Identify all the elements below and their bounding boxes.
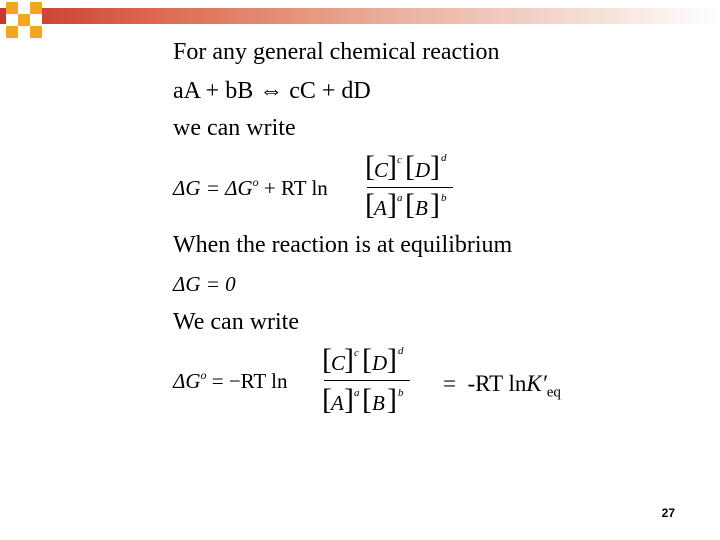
eq1-den-b: B (415, 196, 428, 220)
eq1-fraction: [ C ] c [ D ] d [ A ] a [ B ] b (365, 150, 455, 226)
eq3-lhs: ΔG (173, 369, 201, 393)
eq3-fraction: [ C ] c [ D ] d [ A ] a [ B ] b (322, 343, 412, 423)
eq1-lhs-sup: o (252, 175, 259, 189)
text-line-we-can-write-2: We can write (173, 309, 299, 335)
white-square-icon (30, 14, 42, 26)
orange-square-icon (30, 26, 42, 38)
eq3-tail (443, 370, 561, 407)
eq1-mid: + RT ln (258, 176, 328, 200)
eq3-den-b-exp: b (398, 387, 404, 399)
eq3-num-b-exp: d (398, 345, 404, 357)
eq3-tail-text: = -RT ln (443, 371, 527, 396)
eq1-den-a: A (374, 196, 387, 220)
page-number: 27 (661, 506, 675, 520)
eq1-num-b: D (415, 158, 431, 182)
text-line-we-can-write: we can write (173, 115, 296, 141)
eq3-den-a-exp: a (354, 387, 360, 399)
eq3-tail-k: K′ (526, 371, 547, 396)
eq3-num-a-exp: c (354, 347, 359, 359)
reaction-equation: aA + bB ⇔ cC + dD (173, 78, 371, 104)
eq1-den-b-exp: b (441, 192, 447, 204)
text-line-equilibrium: When the reaction is at equilibrium (173, 232, 513, 258)
eq1-lhs: ΔG = ΔG (173, 176, 253, 200)
eq3-lhs-sup: o (200, 368, 207, 382)
eq3-mid: = −RT ln (206, 369, 288, 393)
eq3-den-b: B (372, 391, 385, 415)
orange-square-icon (30, 2, 42, 14)
eq3-tail-sub: eq (546, 384, 561, 401)
eq3-den-a: A (331, 391, 344, 415)
orange-square-icon (6, 2, 18, 14)
eq3-num-a: C (331, 351, 346, 375)
orange-square-icon (6, 26, 18, 38)
eq1-num-a: C (374, 158, 389, 182)
eq3-num-b: D (372, 351, 388, 375)
equation-delta-g-zero: ΔG = 0 (173, 272, 236, 296)
text-line-general-reaction: For any general chemical reaction (173, 39, 500, 65)
eq1-den-a-exp: a (397, 192, 403, 204)
white-square-icon (18, 2, 30, 14)
orange-square-icon (18, 14, 30, 26)
header-gradient-band (0, 8, 720, 24)
white-square-icon (6, 14, 18, 26)
eq1-num-a-exp: c (397, 154, 402, 166)
eq1-num-b-exp: d (441, 152, 447, 164)
